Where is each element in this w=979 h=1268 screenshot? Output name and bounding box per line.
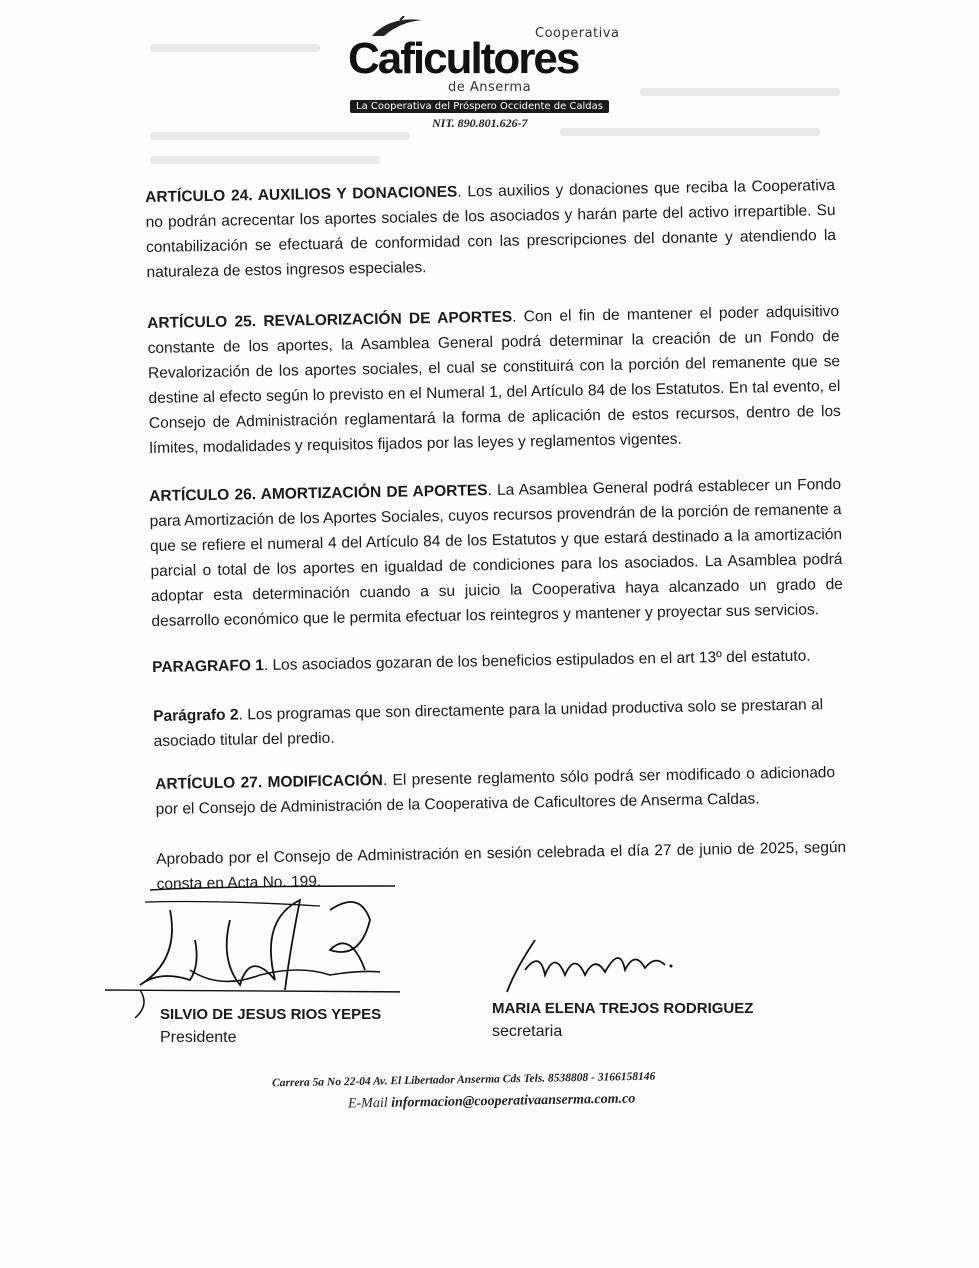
approval-text: Aprobado por el Consejo de Administración en sesión celebrada el día 27 de junio de 2025, según consta en Acta No. 199. bbox=[156, 838, 847, 893]
footer-address: Carrera 5a No 22-04 Av. El Libertador Anserma Cds Tels. 8538808 - 3166158146 bbox=[271, 1070, 656, 1090]
tax-id: NIT. 890.801.626-7 bbox=[432, 116, 528, 130]
bleed-through-mark bbox=[150, 132, 410, 140]
bleed-through-mark bbox=[640, 88, 840, 96]
article-27-text: . El presente reglamento sólo podrá ser modificado o adicionado por el Consejo de Administración de la Cooperativa de Caficultores de Anserma Caldas. bbox=[155, 764, 836, 818]
secretary-role: secretaria bbox=[492, 1023, 563, 1040]
bleed-through-mark bbox=[560, 128, 820, 136]
footer-email bbox=[348, 1091, 636, 1112]
logo-subtitle: de Anserma bbox=[448, 80, 532, 95]
article-24-text: . Los auxilios y donaciones que reciba la Cooperativa no podrán acrecentar los aportes sociales de los asociados y harán parte del activo irrepartible. Su contabilización se efectuará de conformidad con las prescripciones del donante y atendiendo la naturaleza de estos ingresos especiales. bbox=[145, 176, 837, 281]
article-27 bbox=[155, 760, 836, 822]
logo-main-text: Caficultores bbox=[348, 34, 579, 83]
secretary-signature bbox=[495, 930, 695, 1000]
president-name: SILVIO DE JESUS RIOS YEPES bbox=[160, 1006, 382, 1023]
president-block bbox=[160, 1006, 381, 1047]
logo-tagline: La Cooperativa del Próspero Occidente de Caldas bbox=[350, 100, 609, 113]
footer-email-address: informacion@cooperativaanserma.com.co bbox=[391, 1091, 636, 1111]
article-27-heading: ARTÍCULO 27. MODIFICACIÓN bbox=[155, 772, 384, 793]
article-25-text: . Con el fin de mantener el poder adquisitivo constante de los aportes, la Asamblea General podrá determinar la creación de un Fondo de Revalorización de los aportes sociales, el cual se constituirá con la porción del remanente que se destine al efecto según lo previsto en el Numeral 1, del Artículo 84 de los Estatutos. En tal evento, el Consejo de Administración reglamentará la forma de aplicación de estos recursos, dentro de los límites, modalidades y requisitos fijados por las leyes y reglamentos vigentes. bbox=[147, 302, 842, 457]
paragraph-1-heading: PARAGRAFO 1 bbox=[152, 657, 265, 676]
secretary-block bbox=[492, 1000, 753, 1041]
article-26-text: . La Asamblea General podrá establecer un Fondo para Amortización de los Aportes Sociales, cuyos recursos provendrán de la porción de remanente a que se refiere el numeral 4 del Artículo 84 de los Estatutos y que estará destinado a la amortización parcial o total de los aportes en igualdad de condiciones para los asociados. La Asamblea podrá adoptar esta determinación cuando a su juicio la Cooperativa haya alcanzado un grado de desarrollo económico que le permita efectuar los reintegros y mantener y proyectar sus servicios. bbox=[149, 475, 844, 630]
bleed-through-mark bbox=[150, 44, 320, 52]
article-24-heading: ARTÍCULO 24. AUXILIOS Y DONACIONES bbox=[145, 183, 458, 206]
paragraph-2 bbox=[153, 692, 824, 754]
article-25-heading: ARTÍCULO 25. REVALORIZACIÓN DE APORTES bbox=[147, 308, 513, 332]
article-26 bbox=[149, 472, 844, 634]
article-25 bbox=[147, 299, 842, 461]
paragraph-2-text: . Los programas que son directamente para la unidad productiva solo se prestaran al asociado titular del predio. bbox=[153, 696, 824, 750]
president-role: Presidente bbox=[160, 1029, 237, 1046]
paragraph-2-heading: Parágrafo 2 bbox=[153, 706, 239, 725]
secretary-name: MARIA ELENA TREJOS RODRIGUEZ bbox=[492, 1000, 754, 1017]
paragraph-1-text: . Los asociados gozaran de los beneficios estipulados en el art 13º del estatuto. bbox=[263, 647, 811, 675]
logo-cooperativa-text: Cooperativa bbox=[535, 26, 620, 41]
article-24 bbox=[145, 173, 837, 285]
paragraph-1 bbox=[152, 643, 842, 680]
president-signature bbox=[100, 880, 400, 1020]
article-26-heading: ARTÍCULO 26. AMORTIZACIÓN DE APORTES bbox=[149, 482, 488, 505]
footer-email-label: E-Mail bbox=[347, 1095, 392, 1112]
bleed-through-mark bbox=[150, 156, 380, 164]
company-logo bbox=[340, 14, 640, 114]
